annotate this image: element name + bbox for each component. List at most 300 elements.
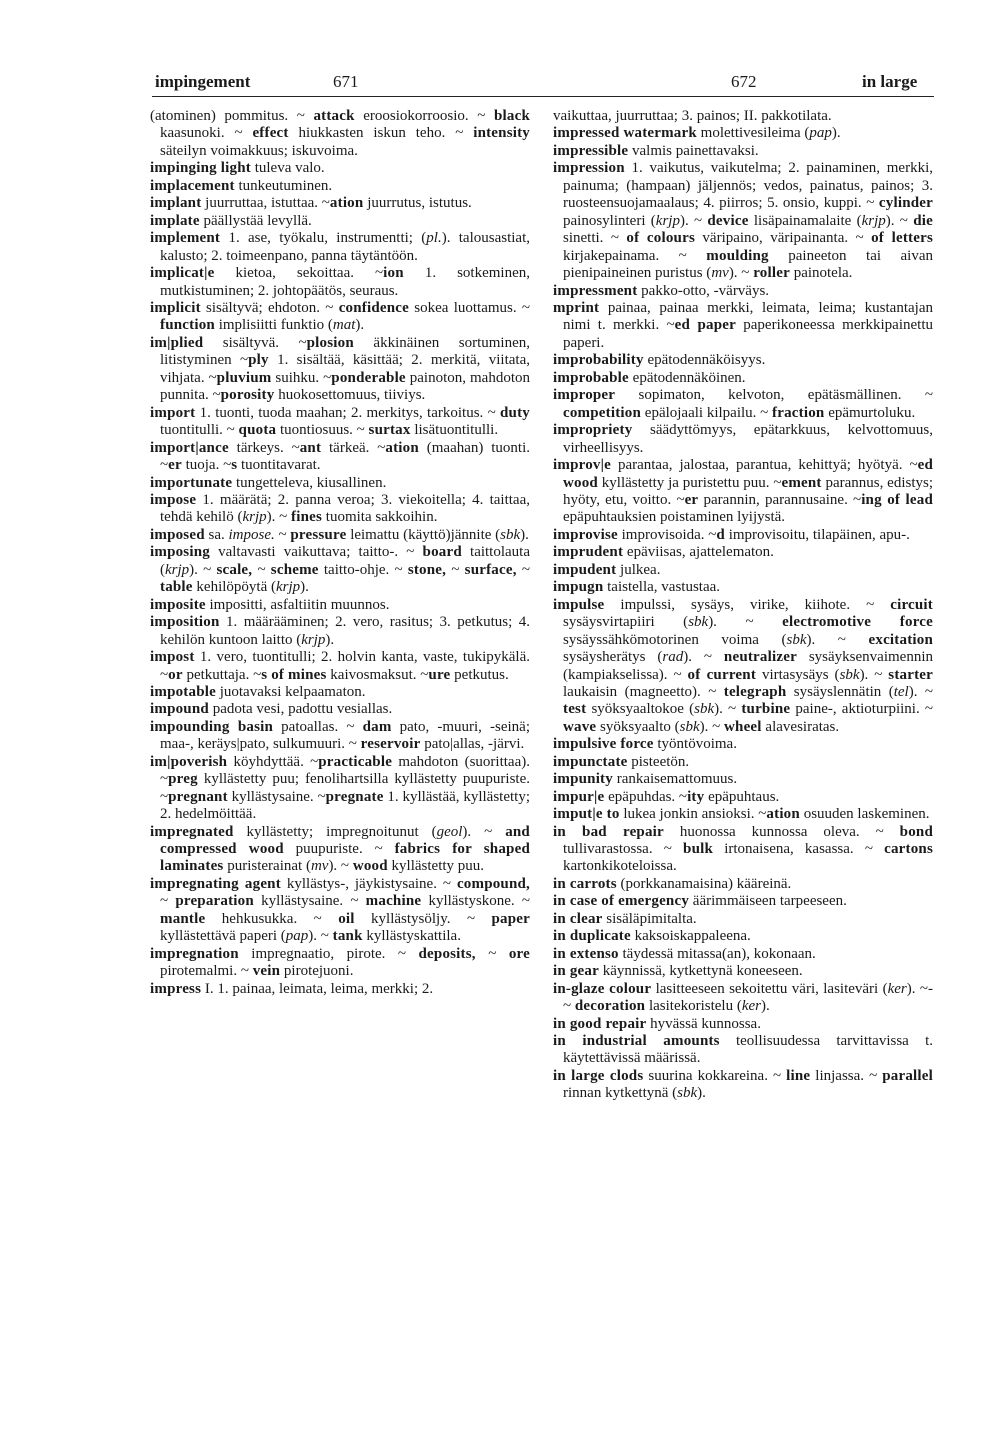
headword: deposits, [418,945,476,962]
definition-text: ). [697,1085,706,1102]
left-page-number: 671 [333,72,359,91]
definition-text: 1. tuonti, tuoda maahan; 2. merkitys, tarkoitus. ~ [195,404,501,421]
definition-text: ). ~ [708,614,783,631]
definition-text: rinnan kytkettynä ( [563,1085,678,1102]
dictionary-entry [150,160,530,177]
field-abbreviation: pap [285,928,309,945]
dictionary-entry [150,335,530,405]
dictionary-entry [553,876,933,893]
dictionary-entry [150,824,530,876]
definition-text: pakko-otto, -värväys. [637,282,770,299]
definition-text: impositti, asfaltiitin muunnos. [205,596,390,613]
definition-text: täydessä mitassa(an), kokonaan. [618,945,816,962]
headword: wood [352,858,388,875]
dictionary-entry [553,562,933,579]
headword: quota [238,422,277,439]
definition-text: pato, -muuri, -seinä; maa-, keräys|pato, sulkumuuri. ~ [160,718,530,753]
headword: tank [332,928,363,945]
definition-text: juurrutus, istutus. [363,195,472,212]
definition-text: lasitekoristelu ( [645,998,742,1015]
definition-text: sa. [204,526,229,543]
definition-text: äkkinäinen sortuminen, litistyminen ~ [160,334,530,369]
headword: pregnant [168,788,228,805]
field-abbreviation: krjp [165,561,190,578]
dictionary-entry [150,544,530,596]
definition-text: ~ [475,945,509,962]
dictionary-entry [553,911,933,928]
field-abbreviation: mv [310,858,329,875]
definition-text: ). ~ [806,631,869,648]
definition-text: kyllästys-, jäykistysaine. ~ [280,875,457,892]
dictionary-entry [553,946,933,963]
headword: impost [150,649,195,666]
definition-text: valmis painettavaksi. [628,142,759,159]
headword: function [160,317,215,334]
definition-text: parannin, parannusaine. ~ [698,491,862,508]
definition-text: ~ [446,561,465,578]
headword: ement [781,474,822,491]
headword: cylinder [878,195,933,212]
field-abbreviation: sbk [694,701,715,718]
headword: pluvium [216,369,272,386]
headword: in good repair [553,1015,647,1032]
dictionary-entry [150,701,530,718]
definition-text: painoton, mahdoton punnita. ~ [160,369,530,404]
headword: die [913,212,933,229]
definition-text: ). [355,317,365,334]
definition-text: painosylinteri ( [563,212,656,229]
headword: improbability [553,352,644,369]
dictionary-entry [553,963,933,980]
definition-text: taitto-ohje. ~ [318,561,408,578]
headword: impotable [150,683,216,700]
definition-text: kyllästettävä paperi ( [160,928,286,945]
dictionary-entry [553,370,933,387]
definition-text: ). [831,125,841,142]
field-abbreviation: ker [741,998,762,1015]
field-abbreviation: mat [332,317,356,334]
field-abbreviation: krjp [301,631,326,648]
headword: stone, [407,561,447,578]
headword: improvise [553,526,618,543]
definition-text: taittolauta ( [160,544,531,578]
definition-text: sinetti. ~ [563,230,627,247]
headword: fraction [772,404,825,421]
headword: in carrots [553,875,617,892]
headword: of colours [626,230,695,247]
headword: ation [385,439,419,456]
headword: impression [553,160,625,177]
headword: ing of lead [861,491,934,508]
definition-text: säädyttömyys, epätarkkuus, kelvottomuus, virheellisyys. [563,422,933,456]
headword: impur|e [553,788,605,805]
definition-text: 1. sotkeminen, mutkistuminen; 2. johtopäätös, seuraus. [160,265,530,299]
headword: test [563,701,587,718]
definition-text: ). [300,579,309,596]
definition-text: hehkusukka. ~ [205,910,339,927]
headword: er [168,457,182,474]
definition-text: pirotejuoni. [280,963,354,980]
definition-text: kaksoiskappaleena. [630,928,751,945]
dictionary-entry [553,160,933,282]
headword: of letters [871,230,933,247]
headword: impulsive force [553,736,654,753]
dictionary-entry [553,143,933,160]
headword: implate [150,212,200,229]
headword: dam [362,718,392,735]
definition-text: käynnissä, kytkettynä koneeseen. [598,963,803,980]
definition-text: suurina kokkareina. ~ [643,1067,787,1084]
definition-text: patoallas. ~ [273,718,363,735]
dictionary-entry [553,422,933,457]
headword: reservoir [360,736,421,753]
field-abbreviation: sbk [677,1085,698,1102]
dictionary-entry [150,213,530,230]
right-running-head: in large [862,72,918,91]
definition-text: päällystää levyllä. [199,212,312,229]
field-abbreviation: krjp [655,212,680,229]
definition-text: tullivarastossa. ~ [563,841,684,858]
definition-text: lisäpainamalaite ( [748,212,862,229]
headword: preparation [175,893,254,910]
headword: implement [150,230,221,247]
headword: imput|e to [553,806,620,823]
headword: imposed [150,526,205,543]
dictionary-entry [150,614,530,649]
definition-text: kyllästetty; impregnoitunut ( [233,823,437,840]
definition-text: epätodennäköinen. [628,369,746,386]
headword: telegraph [723,683,787,700]
left-running-head: impingement [155,72,251,91]
definition-text: pirotemalmi. ~ [160,963,253,980]
headword: implacement [150,177,235,194]
definition-text: 1. ase, työkalu, instrumentti; ( [220,230,427,247]
definition-text: mahdoton (suorittaa). ~ [160,753,530,788]
field-abbreviation: sbk [786,631,807,648]
dictionary-entry [553,1033,933,1068]
definition-text: säteilyn voimakkuus; iskuvoima. [160,142,358,159]
dictionary-entry [553,352,933,369]
headword: impose [150,491,197,508]
headword: compound, [456,875,531,892]
definition-text: julkea. [616,561,661,578]
headword: in bad repair [553,823,664,840]
definition-text: epälojaali kilpailu. ~ [641,404,773,421]
definition-text: kartonkikoteloissa. [563,858,677,875]
definition-text: improvisoitu, tilapäinen, apu-. [724,526,910,543]
definition-text: alavesiratas. [761,718,840,735]
definition-text: juotavaksi kelpaamaton. [215,683,366,700]
definition-text: lukea jonkin ansioksi. ~ [619,806,767,823]
definition-text: kyllästetty puu. [387,858,485,875]
headword: imposite [150,596,206,613]
definition-text: padota vesi, padottu vesiallas. [208,701,393,718]
dictionary-entry [553,527,933,544]
headword: excitation [868,631,933,648]
headword: turbine [741,701,791,718]
headword: roller [753,265,790,282]
definition-text: hiukkasten iskun teho. ~ [288,125,474,142]
headword: effect [252,125,289,142]
field-abbreviation: mv [711,265,729,282]
headword: ply [248,352,269,369]
definition-text: ). ~-~ [563,980,934,1015]
dictionary-entry [553,981,933,1016]
headword: attack [313,108,355,124]
headword: impunctate [553,753,628,770]
dictionary-entry [553,789,933,806]
headword: surtax [368,422,411,439]
definition-text: ~ [252,561,271,578]
field-abbreviation: impose. [228,526,275,543]
headword: impound [150,701,209,718]
headword: impugn [553,579,604,596]
field-abbreviation: sbk [679,718,700,735]
dictionary-entry [553,300,933,352]
definition-text: ). [520,526,529,543]
definition-text: (porkkanamaisina) kääreinä. [616,875,792,892]
definition-text: ~ [274,526,291,543]
field-abbreviation: sbk [688,614,709,631]
definition-text: puristerainat ( [223,858,311,875]
definition-text: pato|allas, -järvi. [420,736,525,753]
definition-text: tärkeä. ~ [321,439,386,456]
dictionary-entry [553,893,933,910]
definition-text: hyvässä kunnossa. [646,1015,761,1032]
headword: device [707,212,749,229]
definition-text: linjassa. ~ [810,1067,883,1084]
definition-text: molettivesileima ( [696,125,810,142]
dictionary-entry [150,475,530,492]
headword: electromotive force [782,614,933,631]
definition-text: lasitteeseen sekoitettu väri, lasiteväri ( [651,980,888,997]
dictionary-entry [150,527,530,544]
definition-text: väripaino, väripainanta. ~ [694,230,872,247]
headword: impulse [553,596,605,613]
headword: impressment [553,282,638,299]
headword: ity [687,788,705,805]
field-abbreviation: sbk [500,526,521,543]
headword: ore [508,945,530,962]
headword: in extenso [553,945,619,962]
definition-text: kehilöpöytä ( [192,579,276,596]
headword: importunate [150,474,233,491]
definition-text: ). ~ [189,561,217,578]
definition-text: virtasysäys ( [756,666,840,683]
headword: im|poverish [150,753,228,770]
definition-text: ~ [160,893,176,910]
right-column [553,108,933,1103]
headword: ure [428,666,451,683]
definition-text: sokea luottamus. ~ [409,299,530,316]
definition-text: parannus, edistys; hyöty, etu, voitto. ~ [563,474,934,508]
definition-text: 1. vero, tuontitulli; 2. holvin kanta, vaste, tukipykälä. ~ [160,649,530,683]
dictionary-entry [150,440,530,475]
headword: fabrics for shaped laminates [160,841,530,875]
headword: impudent [553,561,617,578]
headword: ed wood [563,457,933,491]
headword: impounding basin [150,718,274,735]
headword: implicat|e [150,265,215,282]
field-abbreviation: geol [436,823,463,840]
headword: imprudent [553,544,624,561]
definition-text: taistella, vastustaa. [603,579,721,596]
headword: and compressed wood [160,823,530,858]
definition-text: sisältyvä. ~ [203,334,307,351]
dictionary-entry [553,806,933,823]
field-abbreviation: ker [887,980,907,997]
headword: ponderable [331,369,406,386]
definition-text: ). ~ [266,509,292,526]
headword: porosity [220,387,275,404]
definition-text: syöksyaaltokoe ( [586,701,695,718]
definition-text: improvisoida. ~ [617,526,717,543]
definition-text: ). ~ [328,858,353,875]
definition-text: puupuriste. ~ [283,841,395,858]
headword: pressure [290,526,347,543]
headword: impregnating agent [150,875,281,892]
headword: competition [563,404,642,421]
headword: in-glaze colour [553,980,652,997]
headword: bond [899,823,933,840]
headword: impinging light [150,160,251,177]
headword: in industrial amounts [553,1033,720,1050]
headword: im|plied [150,334,204,351]
definition-text: irtonaisena, kasassa. ~ [713,841,885,858]
definition-text: köyhdyttää. ~ [227,753,319,770]
definition-text: sysäysherätys ( [563,649,663,666]
headword: machine [365,893,422,910]
definition-text: osuuden laskeminen. [799,806,930,823]
headword: confidence [338,299,410,316]
dictionary-entry [553,125,933,142]
definition-text: kyllästyskone. ~ [421,893,530,910]
definition-text: sisältyvä; ehdoton. ~ [200,299,339,316]
dictionary-entry [553,736,933,753]
headword: pregnate [325,788,384,805]
headword: impunity [553,771,613,788]
definition-text: sisäläpimitalta. [602,910,697,927]
definition-text: tuomita sakkoihin. [322,509,438,526]
definition-text: ). ~ [699,718,724,735]
headword: in case of emergency [553,893,690,910]
headword: black [493,108,530,124]
definition-text: ). ~ [462,823,506,840]
definition-text: työntövoima. [653,736,737,753]
definition-text: syöksyaalto ( [596,718,680,735]
definition-text: kyllästetty puu; fenolihartsilla kyllästetty puupuriste. ~ [160,771,530,805]
headword: preg [168,771,198,788]
field-abbreviation: pap [809,125,832,142]
definition-text: paine-, aktioturpiini. ~ [790,701,933,718]
headword: mantle [160,910,206,927]
headword: impropriety [553,422,633,439]
definition-text: I. 1. painaa, leimata, leima, merkki; 2. [201,980,434,997]
dictionary-entry [150,178,530,195]
left-column [150,108,530,998]
definition-text: ). [761,998,770,1015]
definition-text: juurruttaa, istuttaa. ~ [201,195,330,212]
headword: moulding [706,247,769,264]
definition-text: (maahan) tuonti. ~ [160,439,530,474]
definition-text: kyllästysaine. ~ [227,788,326,805]
definition-text: tärkeys. ~ [228,439,300,456]
headword: d [716,526,725,543]
headword: in clear [553,910,603,927]
headword: oil [338,910,355,927]
definition-text: ). ~ [728,265,754,282]
definition-text: implisiitti funktio ( [214,317,333,334]
definition-text: sysäysvirtapiiri ( [563,614,689,631]
headword: starter [888,666,933,683]
right-page-number: 672 [731,72,757,91]
dictionary-entry [150,597,530,614]
dictionary-entry [150,754,530,824]
dictionary-entry [150,981,530,998]
definition-text: äärimmäiseen tarpeeseen. [689,893,847,910]
definition-text: kyllästetty ja puristettu puu. ~ [597,474,782,491]
definition-text: ). ~ [908,683,933,700]
headword: surface, [464,561,517,578]
definition-text: tunkeutuminen. [234,177,333,194]
headword: table [160,579,193,596]
headword: wave [563,718,597,735]
dictionary-entry [553,544,933,561]
definition-text: 1. määrätä; 2. panna veroa; 3. viekoitella; 4. taittaa, tehdä kehilö ( [160,491,530,526]
headword: scale, [216,561,253,578]
headword: or [168,666,183,683]
headword: wheel [724,718,762,735]
headword: in large clods [553,1067,644,1084]
definition-text: tuontitulli. ~ [160,422,239,439]
definition-text: tuoja. ~ [181,457,232,474]
headword: imposing [150,544,210,561]
headword: practicable [318,753,393,770]
dictionary-entry [553,1068,933,1103]
headword: ant [299,439,322,456]
dictionary-entry [553,1016,933,1033]
definition-text: ). [325,631,335,648]
definition-text: pisteetön. [627,753,690,770]
definition-text: vaikuttaa, juurruttaa; 3. painos; II. pakkotilata. [553,108,832,124]
definition-text: ). ~ [714,701,742,718]
definition-text: kyllästyskattila. [362,928,461,945]
dictionary-entry [553,824,933,876]
dictionary-entry [150,300,530,335]
definition-text: kyllästysaine. ~ [253,893,366,910]
dictionary-entry [553,579,933,596]
definition-text: tuontitavarat. [237,457,321,474]
dictionary-entry [553,597,933,737]
field-abbreviation: krjp [242,509,267,526]
field-abbreviation: tel [893,683,909,700]
definition-text: sysäyssähkömotorinen voima ( [563,631,787,648]
definition-text: paineeton tai aivan pienipaineinen puristus ( [563,247,933,282]
dictionary-entry [150,876,530,946]
definition-text: (atominen) pommitus. ~ [150,108,314,124]
definition-text: parantaa, jalostaa, parantua, kehittyä; hyötyä. ~ [610,457,918,474]
definition-text: kietoa, sekoittaa. ~ [214,265,384,282]
headword: scheme [270,561,319,578]
dictionary-entry [150,230,530,265]
definition-text: 1. sisältää, käsittää; 2. merkitä, viitata, vihjata. ~ [160,352,530,386]
field-abbreviation: krjp [861,212,886,229]
headword: decoration [574,998,646,1015]
definition-text: epäviisas, ajattelematon. [623,544,774,561]
dictionary-entry [553,457,933,527]
definition-text: painotela. [789,265,853,282]
headword: implant [150,195,202,212]
